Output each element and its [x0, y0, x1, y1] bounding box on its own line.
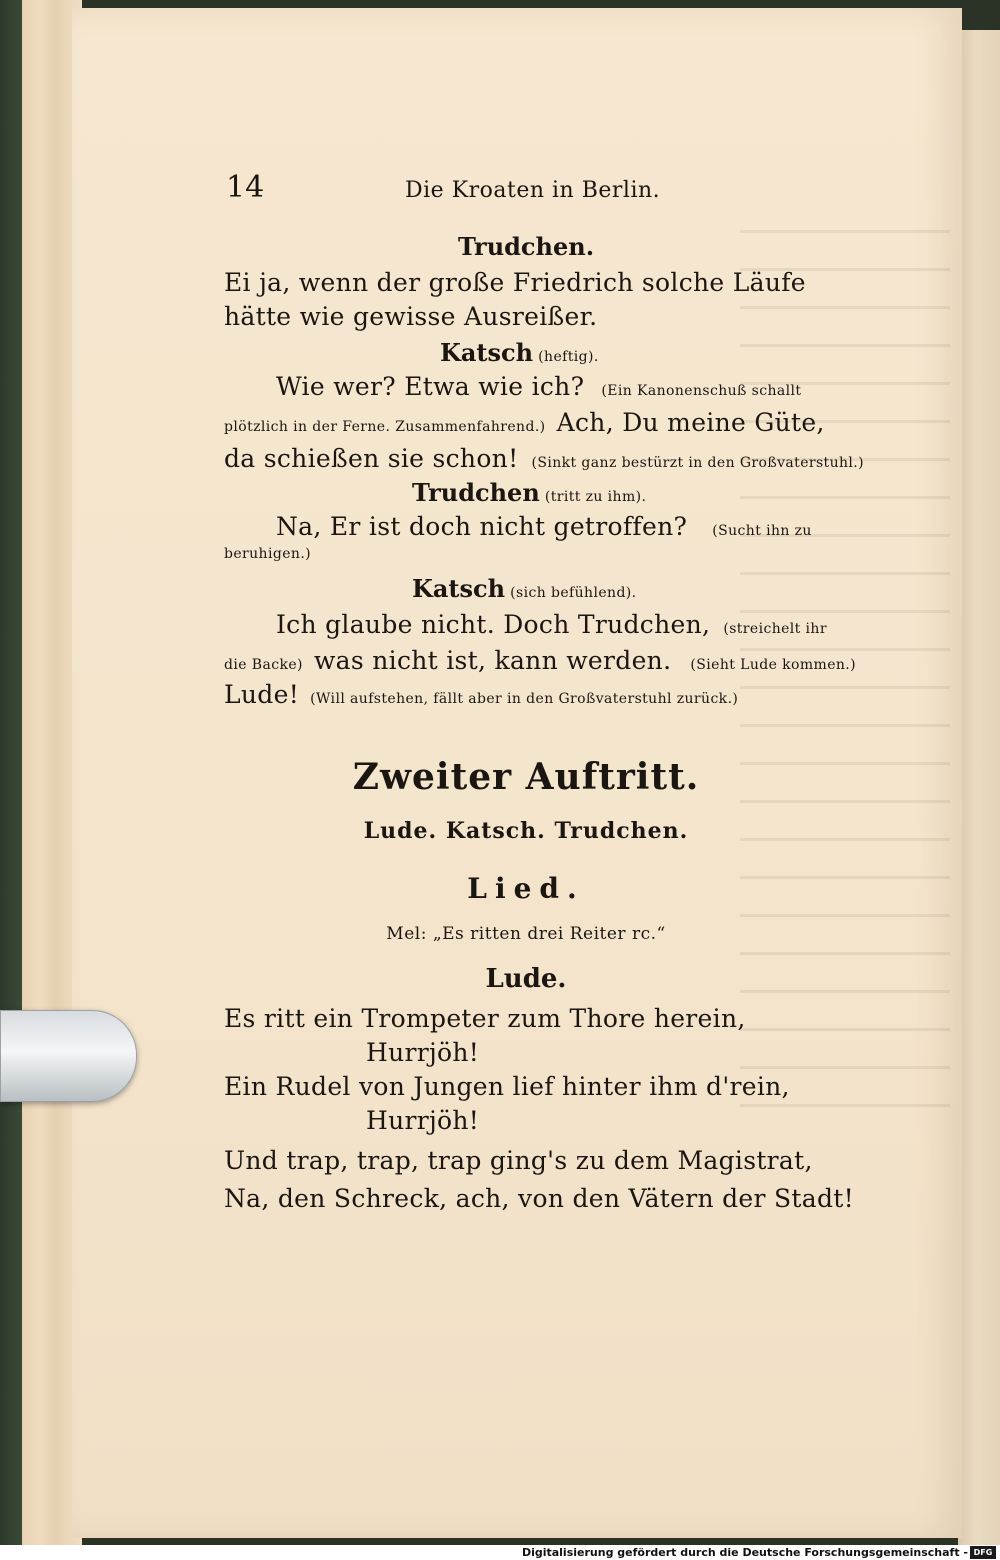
speaker-line — [412, 478, 646, 507]
line: hätte wie gewisse Ausreißer. — [224, 302, 598, 331]
line: was nicht ist, kann werden. — [313, 646, 672, 675]
line: Lude! — [224, 680, 300, 709]
line: Ich glaube nicht. Doch Trudchen, — [276, 610, 711, 639]
scene-title: Zweiter Auftritt. — [352, 756, 700, 798]
stage-direction: (Sinkt ganz bestürzt in den Großvaterstuhl.) — [531, 455, 864, 471]
line-group — [276, 372, 801, 401]
stage-direction: die Backe) — [224, 657, 303, 673]
verse-refrain: Hurrjöh! — [366, 1038, 480, 1067]
line: Ach, Du meine Güte, — [556, 408, 825, 437]
speaker-katsch: Katsch — [412, 574, 506, 603]
line-group — [224, 444, 864, 473]
melody-note: Mel: „Es ritten drei Reiter rc.“ — [386, 924, 666, 944]
stage-direction: plötzlich in der Ferne. Zusammenfahrend.) — [224, 419, 546, 435]
stage-direction: (sich befühlend). — [510, 585, 637, 601]
stage-direction: (Sieht Lude kommen.) — [690, 657, 857, 673]
line-group — [276, 610, 827, 639]
speaker-line — [412, 574, 637, 603]
stage-direction: (Sucht ihn zu — [712, 523, 812, 539]
running-title: Die Kroaten in Berlin. — [405, 178, 661, 203]
line: Wie wer? Etwa wie ich? — [276, 372, 585, 401]
cast-list: Lude. Katsch. Trudchen. — [363, 818, 689, 844]
speaker-line — [440, 338, 599, 367]
dfg-logo: DFG — [970, 1546, 996, 1559]
stage-direction: (tritt zu ihm). — [544, 489, 647, 505]
line-group — [224, 680, 738, 709]
line-group — [224, 646, 856, 675]
line-group — [224, 408, 825, 437]
stage-direction: (Will aufstehen, fällt aber in den Großvaterstuhl zurück.) — [310, 691, 739, 707]
verse-line: Na, den Schreck, ach, von den Vätern der Stadt! — [224, 1184, 854, 1213]
verse-line: Es ritt ein Trompeter zum Thore herein, — [224, 1004, 746, 1033]
page-clip — [0, 1010, 137, 1102]
bleed-through — [740, 230, 950, 1130]
song-title: Lied. — [467, 872, 585, 905]
footer-credit: Digitalisierung gefördert durch die Deutsche Forschungsgemeinschaft - — [521, 1546, 968, 1559]
speaker-lude: Lude. — [485, 964, 567, 994]
speaker-katsch: Katsch — [440, 338, 534, 367]
stage-direction: (Ein Kanonenschuß schallt — [601, 383, 802, 399]
line-group — [276, 512, 812, 541]
page-number: 14 — [226, 170, 265, 205]
verse-line: Und trap, trap, trap ging's zu dem Magistrat, — [224, 1146, 813, 1175]
stage-direction: (streichelt ihr — [723, 621, 827, 637]
speaker-trudchen: Trudchen. — [457, 232, 595, 261]
stage-direction: (heftig). — [538, 349, 599, 365]
line: Na, Er ist doch nicht getroffen? — [276, 512, 688, 541]
stage-direction: beruhigen.) — [224, 546, 312, 562]
verse-line: Ein Rudel von Jungen lief hinter ihm d'rein, — [224, 1072, 790, 1101]
book-cover-edge — [0, 0, 22, 1545]
verse-refrain: Hurrjöh! — [366, 1106, 480, 1135]
right-page-edge — [958, 30, 1000, 1545]
speaker-trudchen: Trudchen — [412, 478, 540, 507]
line: da schießen sie schon! — [224, 444, 519, 473]
line: Ei ja, wenn der große Friedrich solche Läufe — [224, 268, 806, 297]
